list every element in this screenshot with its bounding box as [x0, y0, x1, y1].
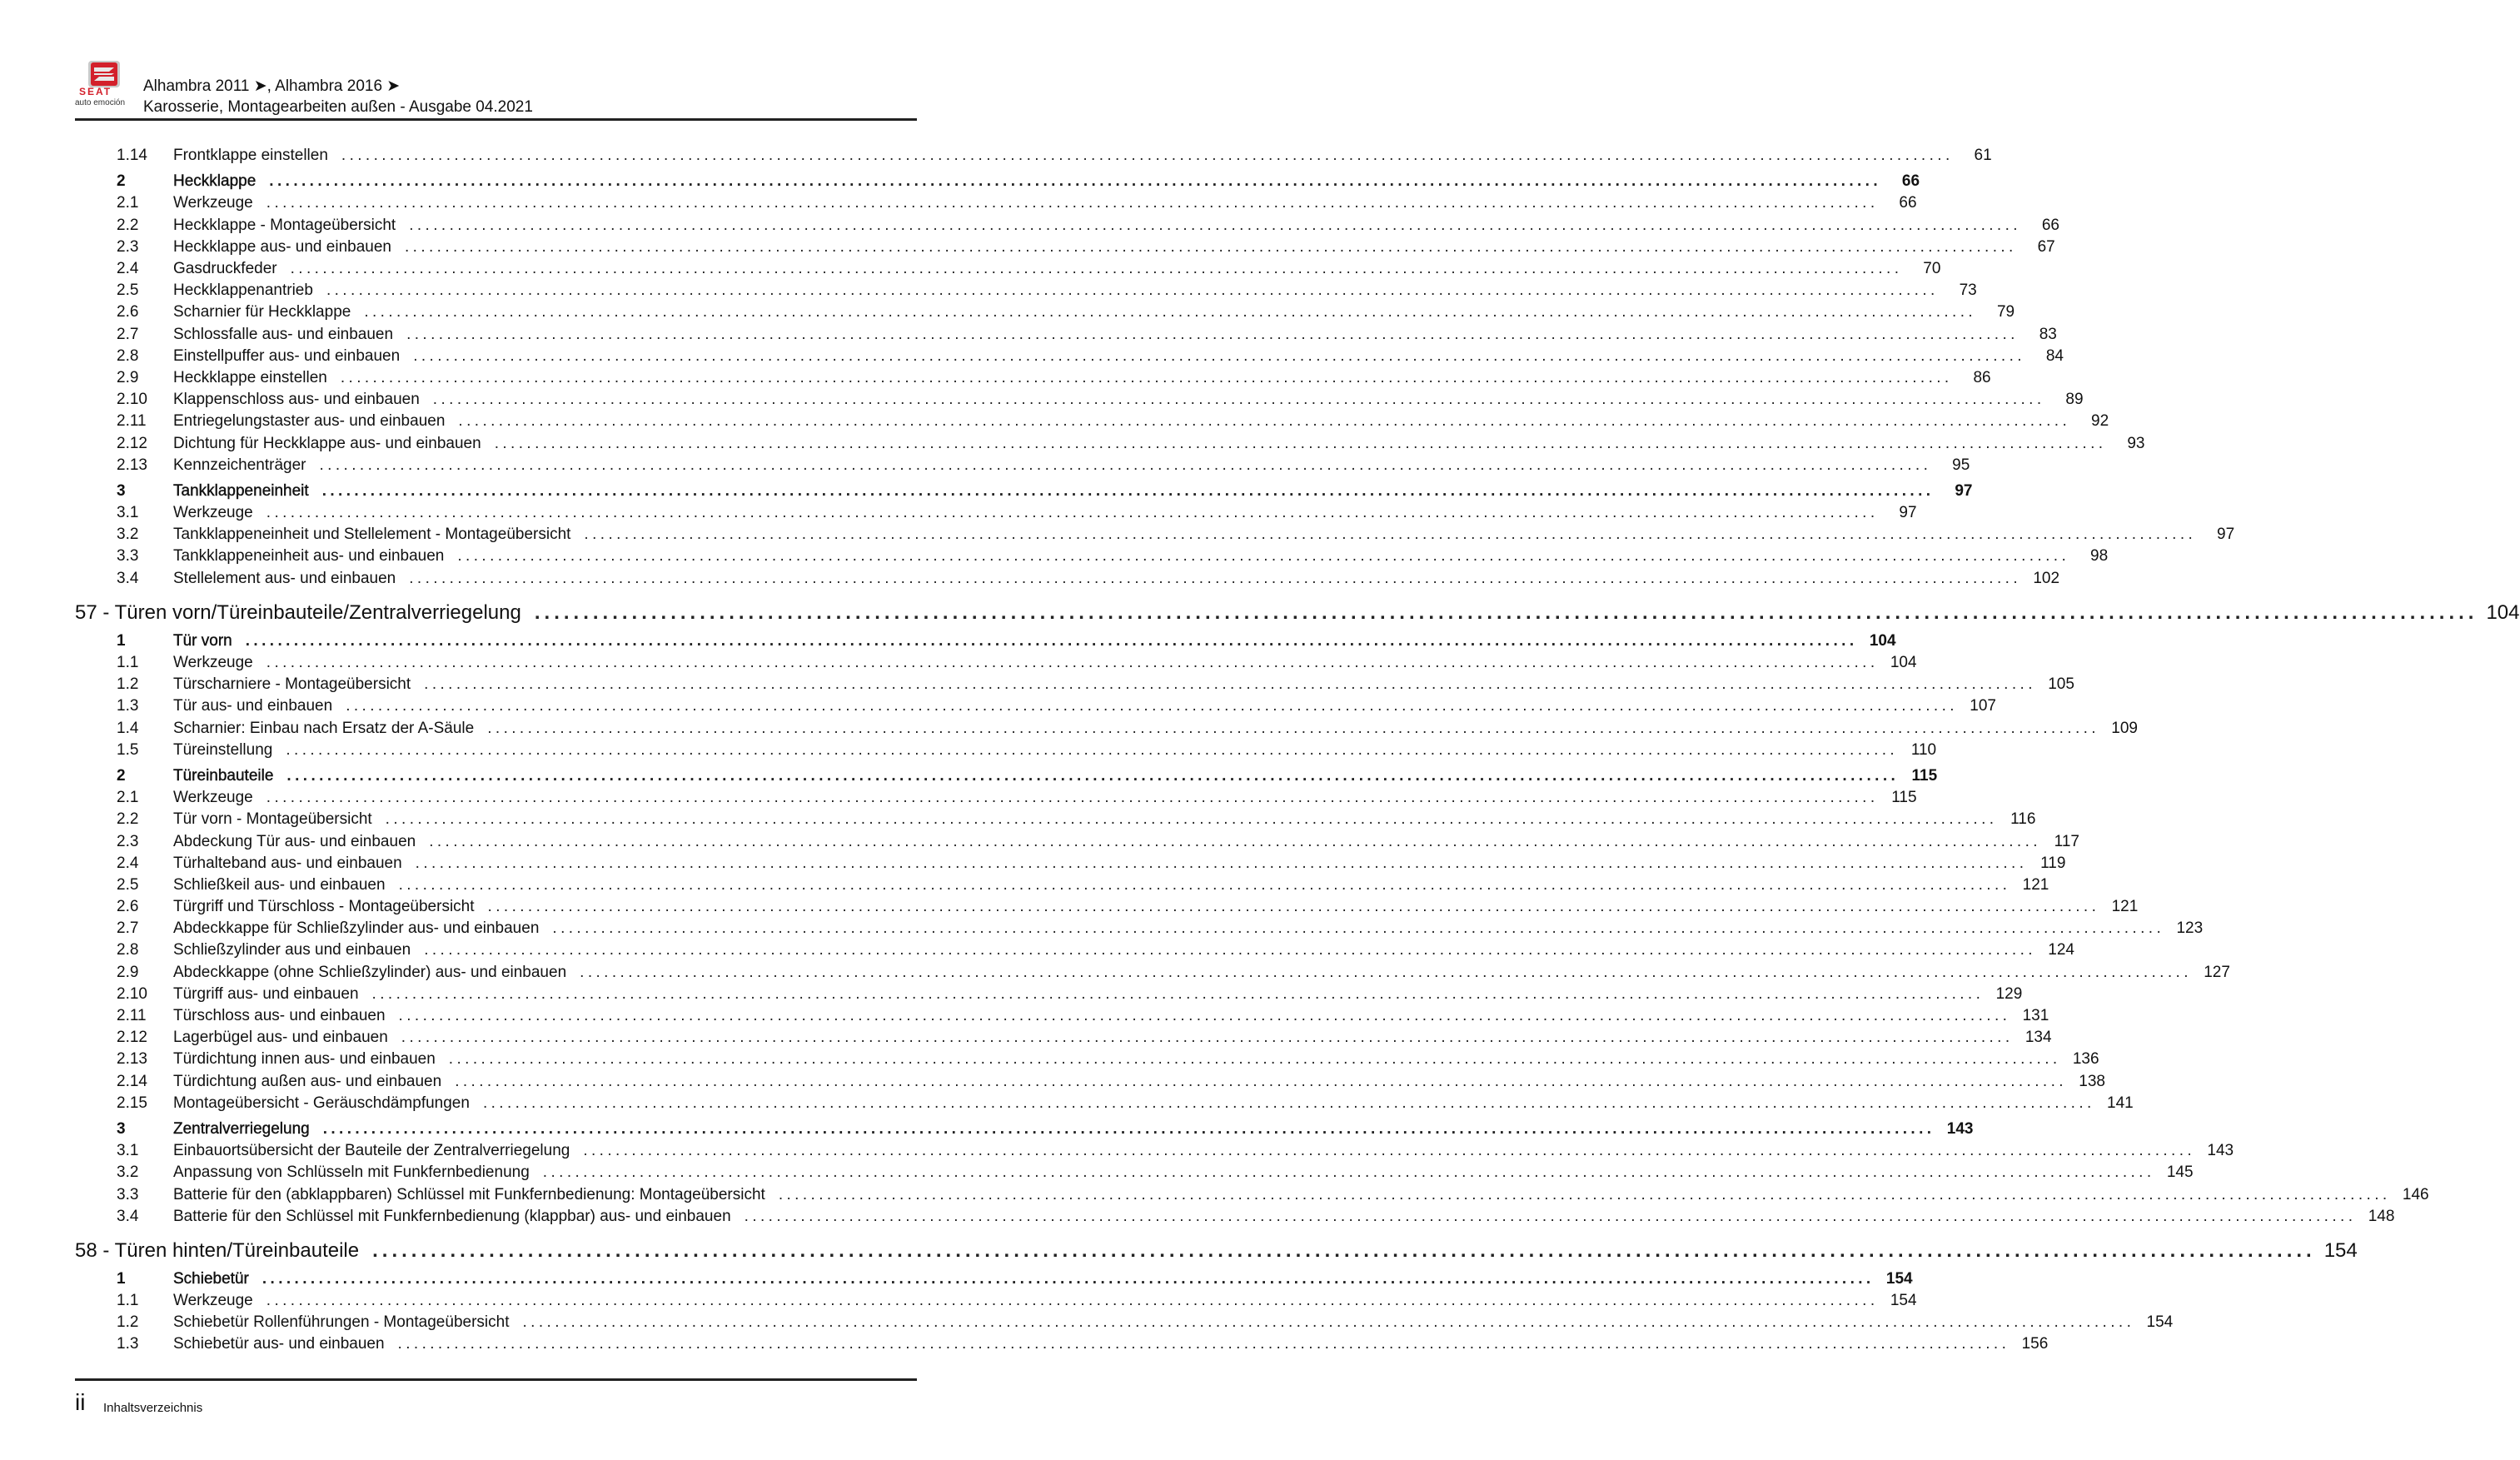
toc-title: Dichtung für Heckklappe aus- und einbauen [173, 434, 481, 452]
dot-leader: ........................................................................................................................................................................................................ [409, 216, 2021, 234]
toc-entry[interactable] [75, 809, 2036, 830]
toc-page: 66 [2041, 216, 2059, 234]
toc-entry[interactable] [75, 896, 2139, 918]
toc-page: 154 [2323, 1238, 2358, 1262]
toc-number: 2.9 [117, 368, 139, 386]
toc-entry[interactable] [75, 1005, 2049, 1027]
toc-title: Türhalteband aus- und einbauen [173, 854, 402, 872]
toc-title: Einstellpuffer aus- und einbauen [173, 346, 401, 365]
toc-page: 121 [2111, 898, 2139, 916]
toc-entry[interactable] [75, 1162, 2194, 1183]
dot-leader: ........................................................................................................................................................................................................ [266, 789, 1879, 807]
dot-leader: ........................................................................................................................................................................................................ [286, 766, 1900, 785]
toc-entry[interactable] [75, 1049, 2099, 1070]
toc-section[interactable] [75, 481, 1973, 502]
dot-leader: ........................................................................................................................................................................................................ [364, 303, 1977, 321]
dot-leader: ........................................................................................................................................................................................................ [245, 631, 1858, 650]
dot-leader: ........................................................................................................................................................................................................ [457, 547, 2070, 566]
toc-title: Heckklappe [173, 172, 256, 191]
dot-leader: ........................................................................................................................................................................................................ [398, 1007, 2011, 1025]
dot-leader: ........................................................................................................................................................................................................ [340, 368, 1953, 386]
toc-entry[interactable] [75, 1093, 2134, 1114]
toc-page: 97 [1899, 504, 1917, 522]
table-of-contents [75, 145, 2520, 1356]
dot-leader: ........................................................................................................................................................................................................ [415, 854, 2028, 872]
toc-page: 92 [2091, 412, 2109, 431]
toc-number: 3.2 [117, 1164, 139, 1182]
page-number: ii [75, 1389, 86, 1415]
toc-page: 66 [1899, 194, 1917, 212]
dot-leader: ........................................................................................................................................................................................................ [266, 194, 1879, 212]
toc-number: 2.4 [117, 260, 139, 278]
dot-leader: ........................................................................................................................................................................................................ [322, 1119, 1935, 1138]
toc-entry[interactable] [75, 192, 1917, 214]
toc-title: Anpassung von Schlüsseln mit Funkfernbedienung [173, 1164, 530, 1182]
toc-title: Türschloss aus- und einbauen [173, 1007, 386, 1025]
dot-leader: ........................................................................................................................................................................................................ [458, 412, 2071, 431]
toc-section[interactable] [75, 171, 1920, 192]
toc-entry[interactable] [75, 524, 2235, 546]
toc-title: Tür vorn - Montageübersicht [173, 810, 372, 829]
toc-title: Werkzeuge [173, 789, 253, 807]
toc-page: 141 [2107, 1094, 2134, 1112]
toc-title: Gasdruckfeder [173, 260, 277, 278]
dot-leader: ........................................................................................................................................................................................................ [482, 1094, 2095, 1112]
toc-title: Werkzeuge [173, 1292, 253, 1310]
toc-number: 2.11 [117, 1007, 147, 1025]
toc-title: Heckklappe einstellen [173, 368, 327, 386]
dot-leader: ........................................................................................................................................................................................................ [552, 919, 2165, 938]
toc-title: Schlossfalle aus- und einbauen [173, 325, 394, 343]
dot-leader: ........................................................................................................................................................................................................ [534, 600, 2478, 624]
toc-number: 2.8 [117, 346, 139, 365]
toc-page: 154 [1885, 1269, 1913, 1288]
dot-leader: ........................................................................................................................................................................................................ [429, 832, 2041, 850]
toc-page: 145 [2166, 1164, 2194, 1182]
toc-entry[interactable] [75, 962, 2230, 984]
toc-title: Zentralverriegelung [173, 1119, 310, 1138]
toc-number: 1 [117, 631, 126, 650]
toc-entry[interactable] [75, 432, 2145, 454]
toc-entry[interactable] [75, 237, 2055, 258]
toc-entry[interactable] [75, 389, 2084, 411]
dot-leader: ........................................................................................................................................................................................................ [487, 719, 2099, 737]
dot-leader: ........................................................................................................................................................................................................ [494, 434, 2107, 452]
dot-leader: ........................................................................................................................................................................................................ [266, 654, 1879, 672]
toc-number: 2.6 [117, 898, 139, 916]
toc-title: Tankklappeneinheit und Stellelement - Montageübersicht [173, 526, 571, 544]
toc-entry[interactable] [75, 718, 2138, 740]
toc-number: 2.9 [117, 963, 139, 981]
toc-number: 2.13 [117, 1050, 147, 1069]
toc-section[interactable] [75, 1268, 1913, 1290]
toc-number: 2.14 [117, 1072, 147, 1090]
toc-page: 127 [2204, 963, 2230, 981]
toc-page: 105 [2048, 675, 2074, 694]
toc-page: 136 [2072, 1050, 2099, 1069]
dot-leader: ........................................................................................................................................................................................................ [371, 984, 1985, 1003]
toc-number: 1.4 [117, 719, 139, 737]
toc-entry[interactable] [75, 346, 2064, 367]
dot-leader: ........................................................................................................................................................................................................ [455, 1072, 2067, 1090]
toc-title: Montageübersicht - Geräuschdämpfungen [173, 1094, 470, 1112]
toc-page: 154 [2146, 1313, 2174, 1332]
toc-number: 3.3 [117, 1185, 139, 1203]
toc-page: 109 [2111, 719, 2138, 737]
toc-number: 1.2 [117, 675, 139, 694]
dot-leader: ........................................................................................................................................................................................................ [397, 1335, 2010, 1353]
toc-page: 117 [2054, 832, 2079, 850]
dot-leader: ........................................................................................................................................................................................................ [346, 697, 1958, 715]
toc-title: Abdeckung Tür aus- und einbauen [173, 832, 416, 850]
dot-leader: ........................................................................................................................................................................................................ [372, 1238, 2316, 1262]
dot-leader: ........................................................................................................................................................................................................ [341, 147, 1954, 165]
toc-title: Schließzylinder aus und einbauen [173, 941, 411, 959]
toc-number: 3 [117, 481, 126, 500]
dot-leader: ........................................................................................................................................................................................................ [583, 1142, 2196, 1160]
dot-leader: ........................................................................................................................................................................................................ [404, 237, 2017, 256]
seat-logo-icon [87, 60, 122, 88]
toc-entry[interactable] [75, 740, 1937, 761]
toc-number: 2.2 [117, 810, 139, 829]
toc-title: Stellelement aus- und einbauen [173, 569, 396, 587]
toc-entry[interactable] [75, 830, 2079, 852]
dot-leader: ........................................................................................................................................................................................................ [542, 1164, 2155, 1182]
toc-number: 2.10 [117, 984, 147, 1003]
toc-entry[interactable] [75, 280, 1977, 301]
toc-section[interactable] [75, 1119, 1974, 1140]
toc-page: 97 [2217, 526, 2235, 544]
toc-page: 124 [2048, 941, 2074, 959]
toc-entry[interactable] [75, 301, 2015, 323]
toc-title: Scharnier: Einbau nach Ersatz der A-Säule [173, 719, 475, 737]
toc-number: 3.1 [117, 504, 139, 522]
toc-number: 2 [117, 766, 126, 785]
toc-page: 98 [2090, 547, 2109, 566]
dot-leader: ........................................................................................................................................................................................................ [406, 325, 2019, 343]
toc-title: Abdeckkappe (ohne Schließzylinder) aus- und einbauen [173, 963, 567, 981]
toc-page: 121 [2022, 875, 2049, 894]
dot-leader: ........................................................................................................................................................................................................ [413, 346, 2025, 365]
toc-page: 156 [2021, 1335, 2049, 1353]
toc-entry[interactable] [75, 695, 1996, 717]
toc-page: 143 [2207, 1142, 2234, 1160]
toc-entry[interactable] [75, 568, 2060, 590]
toc-page: 104 [1890, 654, 1917, 672]
dot-leader: ........................................................................................................................................................................................................ [286, 740, 1899, 759]
toc-number: 2.6 [117, 303, 139, 321]
toc-number: 2.8 [117, 941, 139, 959]
toc-page: 95 [1952, 456, 1970, 474]
toc-page: 154 [1890, 1292, 1917, 1310]
toc-page: 123 [2176, 919, 2204, 938]
toc-page: 146 [2402, 1185, 2429, 1203]
dot-leader: ........................................................................................................................................................................................................ [432, 391, 2045, 409]
toc-entry[interactable] [75, 1183, 2429, 1205]
dot-leader: ........................................................................................................................................................................................................ [744, 1207, 2357, 1225]
toc-title: Lagerbügel aus- und einbauen [173, 1029, 388, 1047]
toc-entry[interactable] [75, 853, 2066, 875]
toc-title: Tankklappeneinheit aus- und einbauen [173, 547, 445, 566]
toc-title: Türeinbauteile [173, 766, 274, 785]
toc-title: Schiebetür Rollenführungen - Montageübersicht [173, 1313, 510, 1332]
toc-title: Batterie für den (abklappbaren) Schlüssel mit Funkfernbedienung: Montageübersicht [173, 1185, 765, 1203]
toc-title: Tür aus- und einbauen [173, 697, 333, 715]
dot-leader: ........................................................................................................................................................................................................ [266, 504, 1879, 522]
toc-entry[interactable] [75, 324, 2057, 346]
toc-page: 143 [1946, 1119, 1974, 1138]
toc-title: Türscharniere - Montageübersicht [173, 675, 411, 694]
footer-divider [75, 1378, 917, 1381]
toc-number: 3.3 [117, 547, 139, 566]
toc-number: 2.2 [117, 216, 139, 234]
toc-entry[interactable] [75, 674, 2074, 695]
toc-entry[interactable] [75, 875, 2049, 896]
toc-page: 148 [2368, 1207, 2395, 1225]
toc-page: 104 [1869, 631, 1896, 650]
toc-page: 93 [2127, 434, 2145, 452]
toc-page: 86 [1973, 368, 1991, 386]
toc-number: 3.4 [117, 1207, 139, 1225]
dot-leader: ........................................................................................................................................................................................................ [401, 1029, 2014, 1047]
dot-leader: ........................................................................................................................................................................................................ [580, 963, 2192, 981]
toc-title: Werkzeuge [173, 654, 253, 672]
toc-entry[interactable] [75, 411, 2109, 432]
toc-entry[interactable] [75, 1312, 2174, 1333]
brand-name: SEAT [79, 86, 112, 97]
toc-page: 79 [1996, 303, 2015, 321]
toc-entry[interactable] [75, 1206, 2395, 1228]
toc-number: 2.3 [117, 832, 139, 850]
toc-section[interactable] [75, 630, 1896, 652]
toc-entry[interactable] [75, 984, 2023, 1005]
toc-number: 2.4 [117, 854, 139, 872]
toc-entry[interactable] [75, 145, 1992, 167]
toc-number: 2.3 [117, 237, 139, 256]
toc-number: 2.7 [117, 325, 139, 343]
toc-number: 1 [117, 1269, 126, 1288]
toc-entry[interactable] [75, 455, 1970, 476]
toc-title: Entriegelungstaster aus- und einbauen [173, 412, 446, 431]
footer-label: Inhaltsverzeichnis [103, 1401, 203, 1415]
toc-number: 1.1 [117, 654, 139, 672]
toc-title: Frontklappe einstellen [173, 147, 328, 165]
dot-leader: ........................................................................................................................................................................................................ [409, 569, 2022, 587]
dot-leader: ........................................................................................................................................................................................................ [398, 875, 2011, 894]
dot-leader: ........................................................................................................................................................................................................ [424, 675, 2036, 694]
toc-page: 115 [1891, 789, 1917, 807]
toc-title: Türeinstellung [173, 740, 273, 759]
toc-title: Klappenschloss aus- und einbauen [173, 391, 420, 409]
dot-leader: ........................................................................................................................................................................................................ [487, 898, 2100, 916]
toc-title: Heckklappe aus- und einbauen [173, 237, 391, 256]
toc-entry[interactable] [75, 367, 1991, 389]
toc-page: 116 [2010, 810, 2036, 829]
toc-number: 2 [117, 172, 126, 191]
header-vehicle: Alhambra 2011 ➤, Alhambra 2016 ➤ [143, 77, 401, 95]
toc-chapter[interactable] [75, 1238, 2358, 1264]
dot-leader: ........................................................................................................................................................................................................ [326, 282, 1939, 300]
toc-number: 2.12 [117, 1029, 147, 1047]
toc-title: Werkzeuge [173, 194, 253, 212]
toc-entry[interactable] [75, 215, 2059, 237]
toc-number: 1.2 [117, 1313, 139, 1332]
toc-title: Tankklappeneinheit [173, 481, 309, 500]
toc-page: 110 [1910, 740, 1937, 759]
toc-number: 3.2 [117, 526, 139, 544]
toc-page: 107 [1970, 697, 1996, 715]
toc-entry[interactable] [75, 1140, 2234, 1162]
toc-entry[interactable] [75, 918, 2204, 939]
toc-page: 89 [2065, 391, 2084, 409]
toc-section[interactable] [75, 765, 1938, 787]
toc-page: 131 [2022, 1007, 2049, 1025]
toc-title: Heckklappe - Montageübersicht [173, 216, 396, 234]
toc-entry[interactable] [75, 546, 2109, 567]
brand-tagline: auto emoción [75, 98, 126, 107]
toc-number: 1.3 [117, 697, 139, 715]
toc-number: 1.5 [117, 740, 139, 759]
dot-leader: ........................................................................................................................................................................................................ [424, 941, 2036, 959]
dot-leader: ........................................................................................................................................................................................................ [778, 1185, 2391, 1203]
toc-number: 2.1 [117, 789, 139, 807]
toc-title: Türdichtung innen aus- und einbauen [173, 1050, 436, 1069]
toc-title: Werkzeuge [173, 504, 253, 522]
toc-title: 57 - Türen vorn/Türeinbauteile/Zentralverriegelung [75, 600, 521, 624]
toc-page: 66 [1901, 172, 1920, 191]
toc-number: 3.1 [117, 1142, 139, 1160]
toc-number: 1.1 [117, 1292, 139, 1310]
toc-title: Batterie für den Schlüssel mit Funkfernbedienung (klappbar) aus- und einbauen [173, 1207, 731, 1225]
toc-page: 115 [1911, 766, 1938, 785]
toc-number: 2.15 [117, 1094, 147, 1112]
toc-number: 1.14 [117, 147, 147, 165]
toc-number: 2.7 [117, 919, 139, 938]
toc-page: 84 [2045, 346, 2064, 365]
toc-title: 58 - Türen hinten/Türeinbauteile [75, 1238, 360, 1262]
dot-leader: ........................................................................................................................................................................................................ [269, 172, 1882, 191]
toc-title: Schiebetür [173, 1269, 249, 1288]
dot-leader: ........................................................................................................................................................................................................ [385, 810, 1998, 829]
dot-leader: ........................................................................................................................................................................................................ [584, 526, 2197, 544]
dot-leader: ........................................................................................................................................................................................................ [261, 1269, 1875, 1288]
dot-leader: ........................................................................................................................................................................................................ [319, 456, 1932, 474]
toc-entry[interactable] [75, 787, 1917, 809]
toc-title: Heckklappenantrieb [173, 282, 313, 300]
toc-page: 138 [2079, 1072, 2105, 1090]
toc-chapter[interactable] [75, 600, 2520, 626]
toc-page: 102 [2033, 569, 2060, 587]
toc-page: 67 [2037, 237, 2055, 256]
toc-title: Kennzeichenträger [173, 456, 306, 474]
dot-leader: ........................................................................................................................................................................................................ [290, 260, 1903, 278]
toc-page: 104 [2486, 600, 2520, 624]
toc-entry[interactable] [75, 939, 2074, 961]
toc-title: Schließkeil aus- und einbauen [173, 875, 386, 894]
toc-page: 97 [1955, 481, 1973, 500]
toc-entry[interactable] [75, 1333, 2049, 1355]
toc-entry[interactable] [75, 1290, 1917, 1312]
toc-title: Türgriff und Türschloss - Montageübersicht [173, 898, 475, 916]
toc-entry[interactable] [75, 1027, 2052, 1049]
toc-number: 2.11 [117, 412, 147, 431]
toc-entry[interactable] [75, 652, 1917, 674]
toc-number: 2.13 [117, 456, 147, 474]
toc-entry[interactable] [75, 1071, 2105, 1093]
dot-leader: ........................................................................................................................................................................................................ [321, 481, 1935, 500]
dot-leader: ........................................................................................................................................................................................................ [522, 1313, 2135, 1332]
toc-number: 2.12 [117, 434, 147, 452]
toc-page: 83 [2039, 325, 2057, 343]
toc-title: Türgriff aus- und einbauen [173, 984, 359, 1003]
toc-title: Tür vorn [173, 631, 232, 650]
toc-number: 2.1 [117, 194, 139, 212]
toc-page: 70 [1923, 260, 1941, 278]
toc-page: 119 [2040, 854, 2066, 872]
toc-title: Abdeckkappe für Schließzylinder aus- und einbauen [173, 919, 540, 938]
dot-leader: ........................................................................................................................................................................................................ [266, 1292, 1879, 1310]
toc-number: 2.10 [117, 391, 147, 409]
toc-page: 61 [1974, 147, 1992, 165]
toc-number: 2.5 [117, 875, 139, 894]
toc-entry[interactable] [75, 502, 1917, 524]
header-manual-title: Karosserie, Montagearbeiten außen - Ausgabe 04.2021 [143, 98, 533, 116]
toc-page: 134 [2024, 1029, 2052, 1047]
toc-number: 1.3 [117, 1335, 139, 1353]
toc-title: Türdichtung außen aus- und einbauen [173, 1072, 442, 1090]
toc-number: 3 [117, 1119, 126, 1138]
toc-title: Einbauortsübersicht der Bauteile der Zentralverriegelung [173, 1142, 570, 1160]
toc-entry[interactable] [75, 258, 1941, 280]
toc-number: 2.5 [117, 282, 139, 300]
header-divider [75, 118, 917, 121]
toc-page: 129 [1995, 984, 2023, 1003]
toc-number: 3.4 [117, 569, 139, 587]
dot-leader: ........................................................................................................................................................................................................ [448, 1050, 2061, 1069]
toc-page: 73 [1959, 282, 1977, 300]
toc-title: Schiebetür aus- und einbauen [173, 1335, 385, 1353]
toc-title: Scharnier für Heckklappe [173, 303, 351, 321]
